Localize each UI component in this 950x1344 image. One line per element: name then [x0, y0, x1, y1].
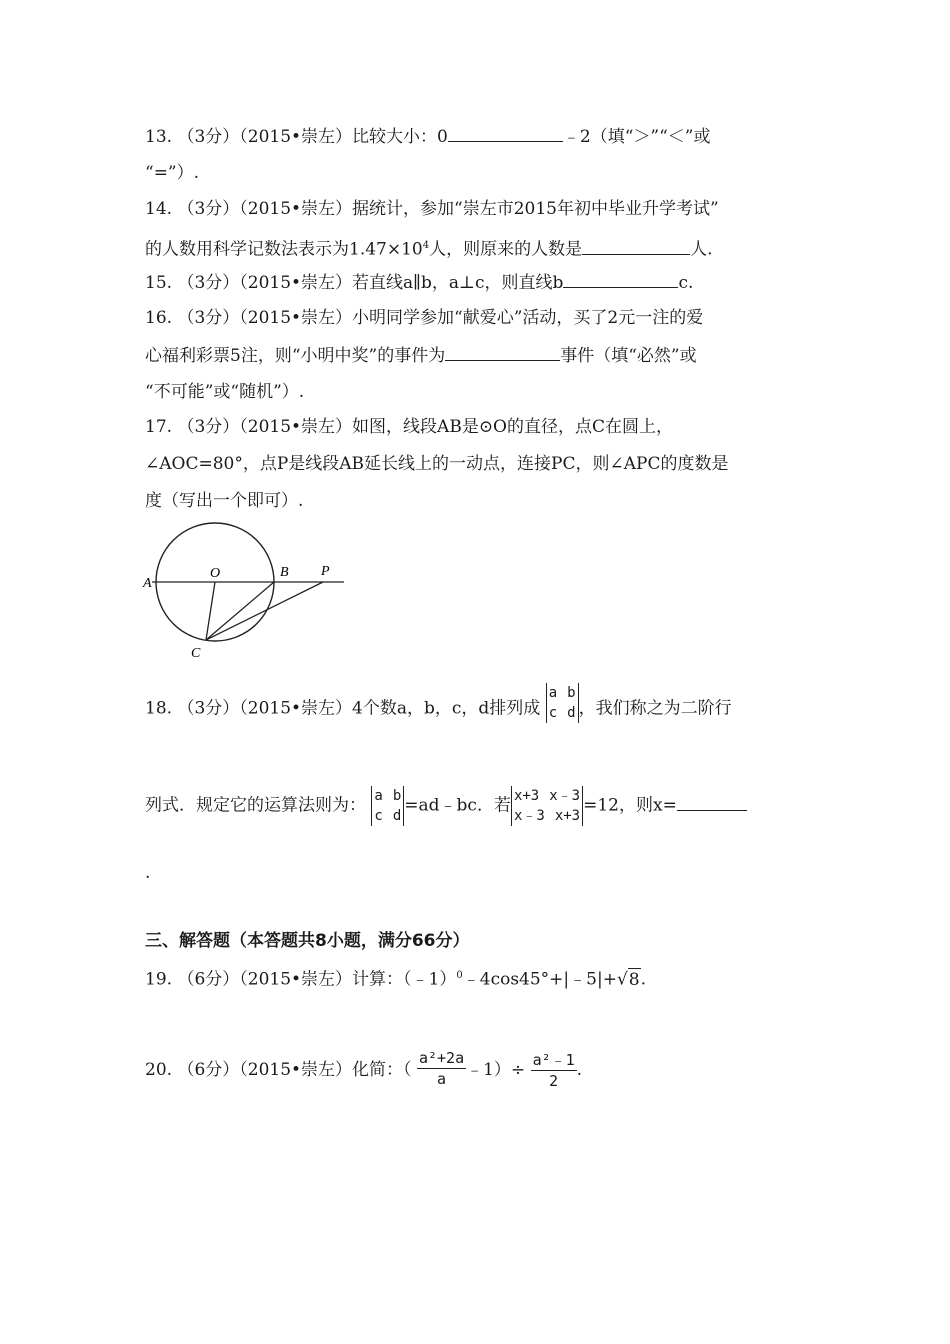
q16-line3: “不可能”或“随机”）. [145, 382, 305, 402]
sqrt-radicand: 8 [628, 969, 640, 990]
q15-line1: 15. （3分）（2015•崇左）若直线a∥b，a⊥c，则直线b c. [145, 273, 694, 293]
determinant-x: x+3 x﹣3 x﹣3 x+3 [511, 786, 583, 826]
fraction-1: $\frac{\text{a²+2a}}{a}$ [418, 1049, 465, 1088]
q17-line1: 17. （3分）（2015•崇左）如图，线段AB是⊙O的直径，点C在圆上， [145, 417, 674, 437]
q13-line1: 13. （3分）（2015•崇左）比较大小：0 ﹣2（填“＞”“＜”或 [145, 127, 711, 147]
q18-line2: 列式．规定它的运算法则为： a b c d =ad﹣bc．若 x+3 x﹣3 x﹣3 x+3 =12，则x= [145, 786, 747, 826]
answer-blank [677, 794, 747, 811]
label-o: O [210, 566, 221, 581]
q14-line2: 的人数用科学记数法表示为$1.47\times 10^4$人，则原来的人数是 人. [145, 239, 713, 260]
section-heading: 三、解答题（本答题共8小题，满分66分） [145, 931, 470, 951]
q18-line3: . [145, 863, 151, 883]
circle-geometry-figure [140, 520, 350, 665]
q19-line: 19. （6分）（2015•崇左）计算：（﹣1）$^0$﹣4cos45°+|﹣5|+√8. [145, 969, 647, 990]
answer-blank [445, 344, 560, 361]
label-p: P [321, 564, 330, 579]
q16-line1: 16. （3分）（2015•崇左）小明同学参加“献爱心”活动，买了2元一注的爱 [145, 308, 704, 328]
determinant-abcd: a b c d [546, 683, 579, 723]
answer-blank [448, 125, 563, 142]
label-a: A [143, 576, 152, 591]
label-b: B [280, 565, 289, 580]
answer-blank [563, 271, 678, 288]
fraction-2: $\frac{\text{a²﹣1}}{2}$ [532, 1051, 575, 1090]
q16-line2: 心福利彩票5注，则“小明中奖”的事件为 事件（填“必然”或 [145, 346, 697, 366]
q17-line2: ∠AOC=80°，点P是线段AB延长线上的一动点，连接PC，则∠APC的度数是 [145, 454, 729, 474]
q17-line3: 度（写出一个即可）. [145, 491, 304, 511]
q20-line: 20. （6分）（2015•崇左）化简：（ $\frac{\text{a²+2a}}{a}$ ﹣1）÷ $\frac{\text{a²﹣1}}{2}$ . [145, 1049, 583, 1090]
answer-blank [582, 238, 690, 255]
determinant-abcd-rule: a b c d [371, 786, 404, 826]
q13-line2: “=”）. [145, 163, 200, 183]
q18-line1: 18. （3分）（2015•崇左）4个数a，b，c，d排列成 a b c d ，我们称之为二阶行 [145, 685, 732, 721]
sqrt-symbol: √ [616, 969, 628, 990]
q14-line1: 14. （3分）（2015•崇左）据统计，参加“崇左市2015年初中毕业升学考试” [145, 199, 719, 219]
label-c: C [191, 646, 201, 661]
segment-oc [206, 582, 215, 640]
